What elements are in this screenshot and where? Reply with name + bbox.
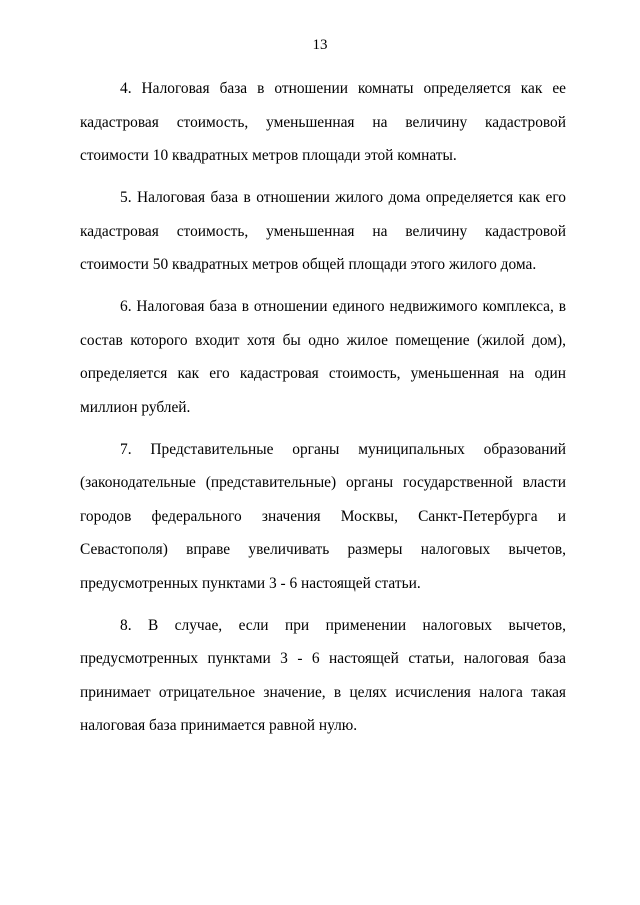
paragraph-4: 4. Налоговая база в отношении комнаты определяется как ее кадастровая стоимость, уменьшенная на величину кадастровой стоимости 10 квадратных метров площади этой комнаты.: [80, 80, 566, 164]
paragraph-8: 8. В случае, если при применении налоговых вычетов, предусмотренных пунктами 3 - 6 настоящей статьи, налоговая база принимает отрицательное значение, в целях исчисления налога такая налоговая база принимается равной нулю.: [80, 616, 566, 734]
paragraph-6: 6. Налоговая база в отношении единого недвижимого комплекса, в состав которого входит хотя бы одно жилое помещение (жилой дом), определяется как его кадастровая стоимость, уменьшенная на один миллион рублей.: [80, 298, 566, 416]
paragraph-5: 5. Налоговая база в отношении жилого дома определяется как его кадастровая стоимость, уменьшенная на величину кадастровой стоимости 50 квадратных метров общей площади этого жилого дома.: [80, 189, 566, 273]
paragraph-7: 7. Представительные органы муниципальных образований (законодательные (представительные) органы государственной власти городов федерального значения Москвы, Санкт-Петербурга и Севастополя) вправе увеличивать размеры налоговых вычетов, предусмотренных пунктами 3 - 6 настоящей статьи.: [80, 440, 566, 592]
document-body: [80, 72, 566, 751]
page-number: 13: [312, 37, 328, 53]
